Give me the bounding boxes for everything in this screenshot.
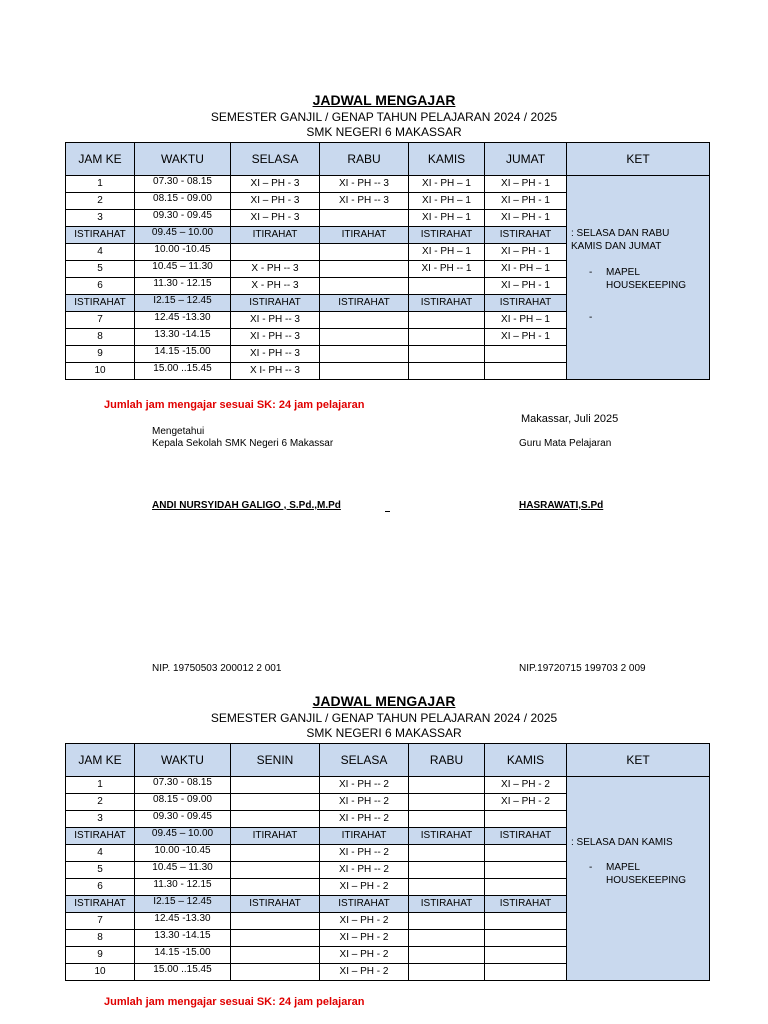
table-row [66,777,710,794]
class-cell: XI – PH - 2 [320,913,409,930]
class-cell [320,210,409,227]
class-cell [231,794,320,811]
notes-days: : SELASA DAN KAMIS [571,837,673,848]
notes-cell [567,176,710,380]
class-cell: XI – PH - 2 [320,964,409,981]
class-cell [409,879,485,896]
class-cell [409,862,485,879]
class-cell [320,329,409,346]
jam-cell: 3 [66,811,135,828]
class-cell: XI - PH -- 2 [320,811,409,828]
class-cell: XI - PH -- 2 [320,794,409,811]
class-cell: XI - PH – 1 [409,176,485,193]
time-cell: 10.45 – 11.30 [135,862,231,879]
class-cell [409,346,485,363]
class-cell [409,811,485,828]
time-cell: 09.45 – 10.00 [135,227,231,244]
jam-cell: 4 [66,244,135,261]
column-header: WAKTU [135,143,231,176]
jam-cell: ISTIRAHAT [66,295,135,312]
class-cell [409,964,485,981]
table-header-row [66,143,710,176]
jam-cell: 7 [66,312,135,329]
principal-title: Kepala Sekolah SMK Negeri 6 Makassar [152,438,334,449]
underline-mark [385,511,390,512]
time-cell: 09.30 - 09.45 [135,210,231,227]
class-cell [320,278,409,295]
class-cell: XI – PH - 1 [485,278,567,295]
notes-cell [567,777,710,981]
column-header: KAMIS [409,143,485,176]
class-cell [485,947,567,964]
column-header: KAMIS [485,744,567,777]
bullet-dash: - [589,267,593,278]
class-cell: ITIRAHAT [320,828,409,845]
jam-cell: 5 [66,261,135,278]
jam-cell: 6 [66,278,135,295]
time-cell: 13.30 -14.15 [135,930,231,947]
jam-cell: 8 [66,930,135,947]
class-cell [231,930,320,947]
class-cell [231,862,320,879]
class-cell: ITIRAHAT [320,227,409,244]
column-header: JUMAT [485,143,567,176]
jam-cell: 2 [66,794,135,811]
class-cell: ISTIRAHAT [409,295,485,312]
notes-days: : SELASA DAN RABU [571,228,670,239]
class-cell: XI – PH - 3 [231,210,320,227]
notes-subject: MAPEL [606,267,640,278]
column-header: KET [567,143,710,176]
time-cell: 07.30 - 08.15 [135,176,231,193]
jam-cell: 4 [66,845,135,862]
class-cell [231,777,320,794]
class-cell [231,879,320,896]
time-cell: 07.30 - 08.15 [135,777,231,794]
column-header: SELASA [320,744,409,777]
class-cell: X - PH -- 3 [231,261,320,278]
jam-cell: 8 [66,329,135,346]
time-cell: 14.15 -15.00 [135,947,231,964]
time-cell: 15.00 ..15.45 [135,964,231,981]
principal-nip: NIP. 19750503 200012 2 001 [152,663,282,674]
school-name-2: SMK NEGERI 6 MAKASSAR [306,726,462,740]
column-header: SELASA [231,143,320,176]
class-cell: ISTIRAHAT [231,896,320,913]
schedule-title-1: JADWAL MENGAJAR [312,92,456,108]
time-cell: 11.30 - 12.15 [135,278,231,295]
class-cell: ITIRAHAT [231,828,320,845]
class-cell: XI - PH – 1 [485,312,567,329]
class-cell: XI - PH -- 3 [320,176,409,193]
class-cell: XI - PH -- 3 [320,193,409,210]
jam-cell: 9 [66,346,135,363]
jam-cell: 9 [66,947,135,964]
time-cell: 10.00 -10.45 [135,244,231,261]
column-header: JAM KE [66,744,135,777]
time-cell: 08.15 - 09.00 [135,794,231,811]
class-cell: ISTIRAHAT [485,227,567,244]
class-cell: XI - PH – 1 [409,193,485,210]
time-cell: 10.45 – 11.30 [135,261,231,278]
time-cell: 09.30 - 09.45 [135,811,231,828]
principal-name: ANDI NURSYIDAH GALIGO , S.Pd.,M.Pd [152,500,341,511]
total-hours-note-2: Jumlah jam mengajar sesuai SK: 24 jam pelajaran [104,996,365,1008]
time-cell: 08.15 - 09.00 [135,193,231,210]
class-cell [231,811,320,828]
teacher-title: Guru Mata Pelajaran [519,438,612,449]
class-cell [485,964,567,981]
notes-days-2: KAMIS DAN JUMAT [571,241,662,252]
class-cell [320,312,409,329]
class-cell: ISTIRAHAT [409,828,485,845]
time-cell: 10.00 -10.45 [135,845,231,862]
class-cell: XI - PH -- 2 [320,777,409,794]
class-cell: XI - PH -- 2 [320,862,409,879]
jam-cell: ISTIRAHAT [66,828,135,845]
column-header: KET [567,744,710,777]
class-cell: XI - PH – 1 [409,210,485,227]
class-cell [320,363,409,380]
class-cell [320,244,409,261]
notes-subject-name: HOUSEKEEPING [606,875,687,886]
class-cell: XI – PH - 2 [320,930,409,947]
class-cell: ITIRAHAT [231,227,320,244]
class-cell [409,794,485,811]
jam-cell: 10 [66,964,135,981]
class-cell: ISTIRAHAT [231,295,320,312]
class-cell [485,811,567,828]
jam-cell: 1 [66,777,135,794]
notes-subject: MAPEL [606,862,640,873]
jam-cell: 1 [66,176,135,193]
total-hours-note-1: Jumlah jam mengajar sesuai SK: 24 jam pelajaran [104,399,365,411]
class-cell: ISTIRAHAT [320,896,409,913]
class-cell: XI – PH - 2 [320,947,409,964]
bullet-dash: - [589,312,593,323]
jam-cell: 5 [66,862,135,879]
class-cell: ISTIRAHAT [409,896,485,913]
bullet-dash: - [589,862,593,873]
table-header-row [66,744,710,777]
class-cell: XI – PH - 1 [485,210,567,227]
schedule-table-1 [65,142,710,380]
class-cell [485,930,567,947]
time-cell: 11.30 - 12.15 [135,879,231,896]
class-cell: X - PH -- 3 [231,278,320,295]
class-cell [409,913,485,930]
class-cell [409,312,485,329]
class-cell [320,346,409,363]
schedule-title-2: JADWAL MENGAJAR [312,693,456,709]
class-cell: ISTIRAHAT [485,896,567,913]
class-cell [409,845,485,862]
notes-subject-name: HOUSEKEEPING [606,280,687,291]
class-cell: XI - PH – 1 [485,261,567,278]
class-cell: XI - PH – 1 [409,244,485,261]
time-cell: 15.00 ..15.45 [135,363,231,380]
class-cell: XI – PH - 1 [485,176,567,193]
class-cell [485,363,567,380]
table-row [66,176,710,193]
class-cell [231,964,320,981]
semester-line-1: SEMESTER GANJIL / GENAP TAHUN PELAJARAN 2024 / 2025 [210,110,558,124]
class-cell [409,278,485,295]
class-cell [231,913,320,930]
time-cell: I2.15 – 12.45 [135,295,231,312]
class-cell [409,777,485,794]
column-header: RABU [320,143,409,176]
class-cell: ISTIRAHAT [409,227,485,244]
class-cell: XI - PH -- 3 [231,329,320,346]
class-cell [320,261,409,278]
class-cell: XI - PH -- 3 [231,346,320,363]
time-cell: I2.15 – 12.45 [135,896,231,913]
school-name-1: SMK NEGERI 6 MAKASSAR [306,125,462,139]
class-cell: ISTIRAHAT [485,828,567,845]
class-cell [485,879,567,896]
class-cell: XI - PH -- 2 [320,845,409,862]
acknowledged-label: Mengetahui [152,426,205,437]
place-date: Makassar, Juli 2025 [521,413,619,425]
class-cell: XI – PH - 1 [485,193,567,210]
jam-cell: ISTIRAHAT [66,227,135,244]
column-header: RABU [409,744,485,777]
class-cell [231,244,320,261]
class-cell: ISTIRAHAT [320,295,409,312]
class-cell [485,862,567,879]
time-cell: 12.45 -13.30 [135,312,231,329]
class-cell [409,363,485,380]
teacher-nip: NIP.19720715 199703 2 009 [519,663,646,674]
class-cell [231,845,320,862]
time-cell: 13.30 -14.15 [135,329,231,346]
class-cell [409,930,485,947]
column-header: WAKTU [135,744,231,777]
time-cell: 12.45 -13.30 [135,913,231,930]
class-cell [231,947,320,964]
class-cell [485,845,567,862]
class-cell: XI – PH - 2 [485,794,567,811]
class-cell [409,329,485,346]
jam-cell: ISTIRAHAT [66,896,135,913]
class-cell: XI – PH - 2 [485,777,567,794]
jam-cell: 10 [66,363,135,380]
class-cell: ISTIRAHAT [485,295,567,312]
time-cell: 09.45 – 10.00 [135,828,231,845]
schedule-table-2 [65,743,710,981]
class-cell [485,346,567,363]
class-cell [485,913,567,930]
jam-cell: 3 [66,210,135,227]
class-cell [409,947,485,964]
class-cell: XI – PH - 1 [485,329,567,346]
jam-cell: 7 [66,913,135,930]
time-cell: 14.15 -15.00 [135,346,231,363]
jam-cell: 2 [66,193,135,210]
class-cell: X I- PH -- 3 [231,363,320,380]
class-cell: XI - PH -- 1 [409,261,485,278]
teacher-name: HASRAWATI,S.Pd [519,500,604,511]
column-header: JAM KE [66,143,135,176]
class-cell: XI – PH - 3 [231,193,320,210]
class-cell: XI – PH - 1 [485,244,567,261]
column-header: SENIN [231,744,320,777]
class-cell: XI – PH - 3 [231,176,320,193]
class-cell: XI – PH - 2 [320,879,409,896]
class-cell: XI - PH -- 3 [231,312,320,329]
jam-cell: 6 [66,879,135,896]
semester-line-2: SEMESTER GANJIL / GENAP TAHUN PELAJARAN 2024 / 2025 [210,711,558,725]
